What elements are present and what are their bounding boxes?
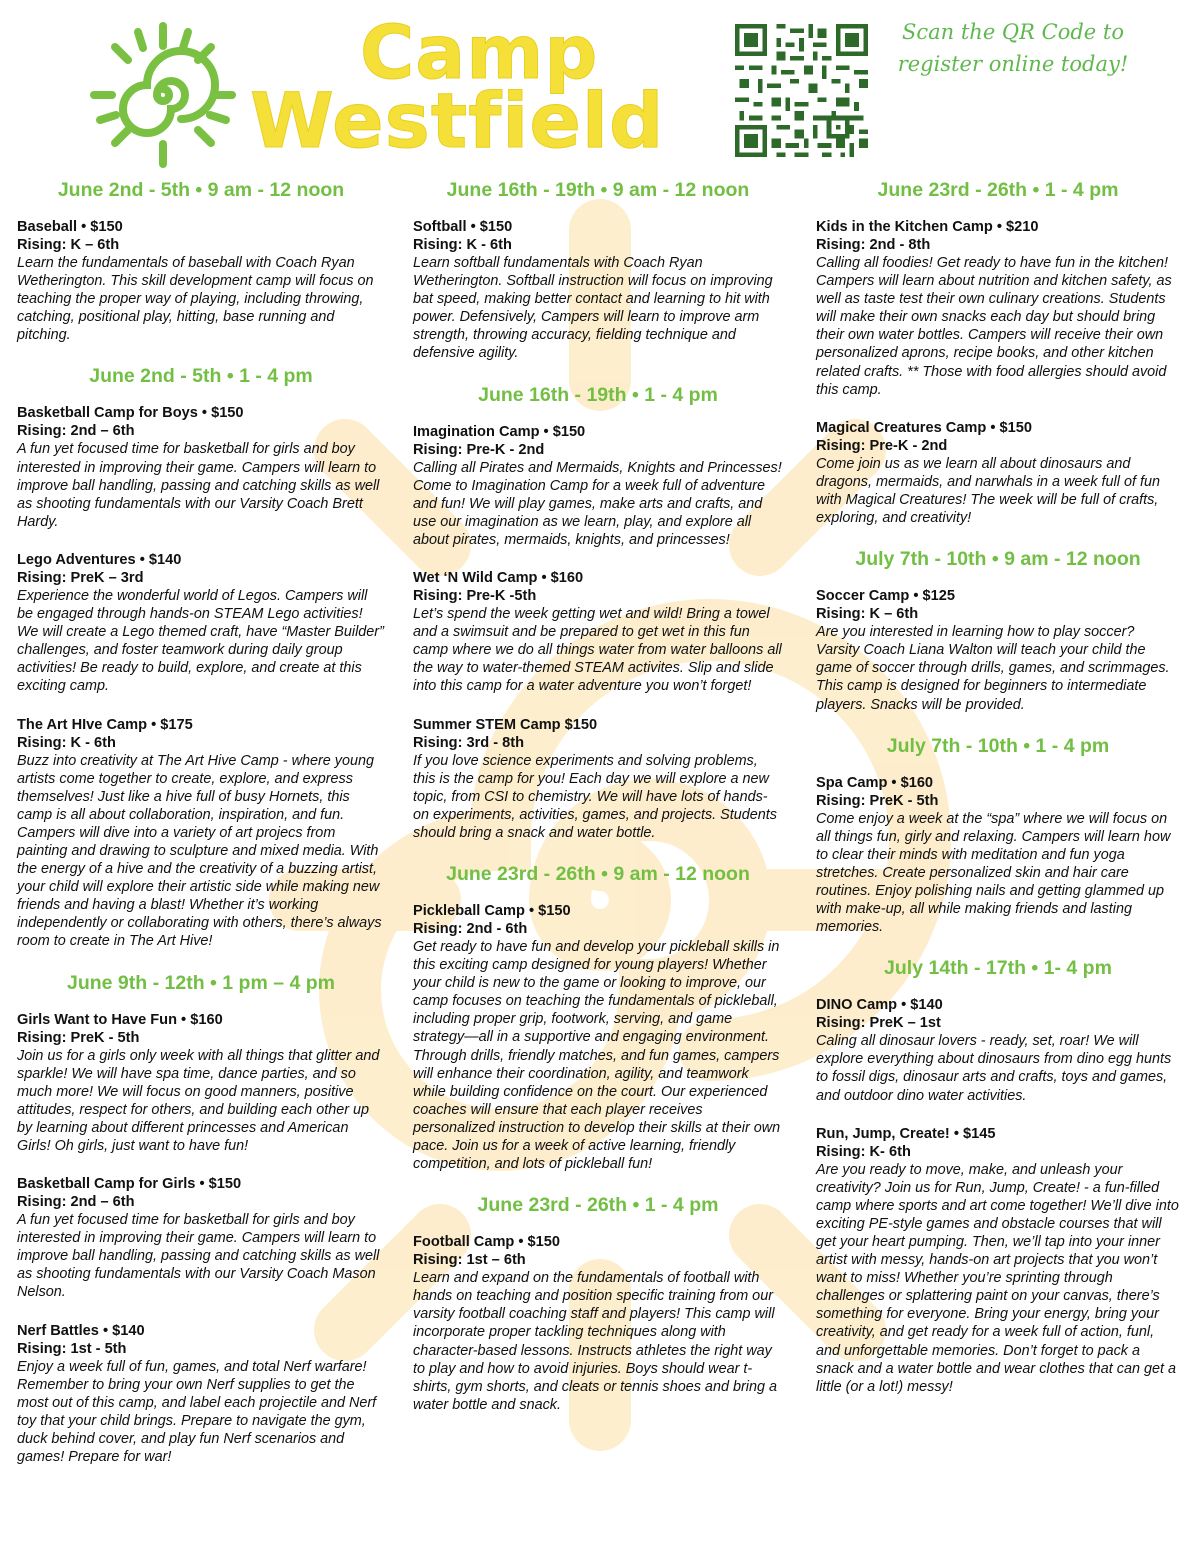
session: [413, 862, 783, 1173]
camp-rising-grades: Rising: Pre-K - 2nd: [816, 437, 948, 454]
session-heading: June 16th - 19th • 1 - 4 pm: [478, 383, 718, 406]
session-heading: June 23rd - 26th • 9 am - 12 noon: [446, 862, 750, 885]
camp-listing: [17, 218, 385, 344]
session-heading: June 23rd - 26th • 1 - 4 pm: [877, 179, 1119, 201]
camp-description: Join us for a girls only week with all things that glitter and sparkle! We will have spa time, dance parties, and so much more! We will focus on good manners, positive attitudes, respect for others, and building each other up by learning about different princesses and American Girls! Oh girls, just want to have fun!: [17, 1047, 380, 1154]
camp-title: Baseball • $150: [17, 219, 123, 235]
logo-line-westfield: Westfield: [250, 76, 665, 165]
camp-description: Are you ready to move, make, and unleash your creativity? Join us for Run, Jump, Create! - a fun-filled camp where sports and art come together! We’ll dive into exciting PE-style games and obstacle courses that will get your heart pumping. Then, we’ll tap into your inner artist with messy, hands-on art projects that you won’t want to miss! Whether you’re sprinting through challenges or splattering paint on your canvas, there’s something for everyone. Bring your energy, bring your creativity, and get ready for a week full of action, funl, and unforgettable memories. Don’t forget to pack a snack and a water bottle and wear clothes that can get a little (or a lot!) messy!: [816, 1161, 1179, 1395]
camp-description: Come join us as we learn all about dinosaurs and dragons, mermaids, and narwhals in a week full of fun with Magical Creatures! The week will be full of crafts, exploring, and creativity!: [816, 455, 1160, 527]
camp-listing: [413, 423, 783, 549]
session-heading: June 2nd - 5th • 1 - 4 pm: [89, 365, 313, 388]
camp-rising-grades: Rising: PreK – 1st: [816, 1015, 941, 1032]
camp-rising-grades: Rising: Pre-K -5th: [413, 588, 537, 605]
camp-description: Enjoy a week full of fun, games, and total Nerf warfare! Remember to bring your own Nerf supplies to get the most out of this camp, and label each projectile and Nerf toy that your child brings. Prepare to navigate the gym, duck behind cover, and play fun Nerf scenarios and games! Prepare for war!: [17, 1358, 377, 1466]
camp-rising-grades: Rising: 1st - 5th: [17, 1340, 127, 1357]
camp-rising-grades: Rising: PreK – 3rd: [17, 569, 144, 586]
session-heading: June 16th - 19th • 9 am - 12 noon: [446, 179, 750, 201]
camp-listing: [17, 1175, 385, 1301]
session: [413, 1193, 783, 1414]
camp-description: Learn softball fundamentals with Coach Ryan Wetherington. Softball instruction will focus on improving bat speed, making better contact and learning to hit with power. Defensively, Campers will learn to improve arm strength, throwing accuracy, fielding technique and defensive agility.: [413, 255, 773, 362]
session: [17, 971, 385, 1467]
camp-rising-grades: Rising: PreK - 5th: [816, 792, 939, 809]
column-2: [413, 178, 783, 1434]
camp-description: If you love science experiments and solving problems, this is the camp for you! Each day we will explore a new topic, from CSI to chemistry. We will have lots of hands-on experiments, activities, games, and projects. Students should bring a snack and water bottle.: [413, 752, 777, 841]
camp-title: Kids in the Kitchen Camp • $210: [816, 219, 1039, 235]
camp-rising-grades: Rising: 2nd - 6th: [413, 920, 528, 937]
camp-rising-grades: Rising: 1st – 6th: [413, 1252, 526, 1269]
camp-title: Football Camp • $150: [413, 1234, 561, 1251]
camp-listing: [816, 218, 1180, 399]
camp-listing: [413, 1233, 783, 1414]
camp-title: Pickleball Camp • $150: [413, 902, 571, 919]
camp-title: The Art HIve Camp • $175: [17, 716, 193, 733]
camp-title: Run, Jump, Create! • $145: [816, 1125, 996, 1142]
camp-rising-grades: Rising: K – 6th: [17, 237, 120, 253]
camp-title: Spa Camp • $160: [816, 774, 934, 791]
logo-line-camp: Camp: [360, 10, 599, 96]
camp-title: Softball • $150: [413, 219, 513, 235]
camp-rising-grades: Rising: K – 6th: [816, 606, 919, 623]
camp-title: Nerf Battles • $140: [17, 1322, 145, 1339]
session: [816, 547, 1180, 713]
camp-description: Learn the fundamentals of baseball with Coach Ryan Wetherington. This skill development camp will focus on teaching the proper way of playing, including throwing, catching, positional play, hitting, base running and pitching.: [17, 255, 374, 344]
camp-title: DINO Camp • $140: [816, 997, 943, 1014]
camp-description: Come enjoy a week at the “spa” where we will focus on all things fun, girly and relaxing. Campers will learn how to clear their minds with meditation and fun yoga stretches. Create personalized skin and hair care routines. Enjoy polishing nails and getting glammed up with make-up, all while making friends and lasting memories.: [816, 810, 1171, 936]
camp-title: Lego Adventures • $140: [17, 551, 182, 568]
camp-title: Soccer Camp • $125: [816, 588, 955, 605]
camp-listing: [413, 902, 783, 1173]
camp-description: Are you interested in learning how to play soccer? Varsity Coach Liana Walton will teach your child the game of soccer through drills, games, and scrimmages. This camp is designed for beginners to intermediate players. Snacks will be provided.: [816, 624, 1170, 713]
session: [17, 178, 385, 344]
camp-rising-grades: Rising: K - 6th: [17, 734, 116, 751]
camp-logo-wordmark: [250, 10, 670, 170]
session-heading: June 23rd - 26th • 1 - 4 pm: [477, 1194, 719, 1217]
camp-description: Buzz into creativity at The Art Hive Camp - where young artists come together to create, explore, and express themselves! Just like a hive full of busy Hornets, this camp is all about collaboration, inspiration, and fun. Campers will dive into a variety of art projecs from painting and drawing to sculpture and mixed media. With the energy of a hive and the creativity of a buzzing artist, your child will explore their artistic side while making new friends and having a blast! Whether it’s working independently or collaborating with others, there’s always room to create in The Art Hive!: [17, 752, 382, 950]
session: [17, 364, 385, 950]
session-heading: July 7th - 10th • 9 am - 12 noon: [855, 548, 1141, 571]
session: [816, 178, 1180, 527]
camp-title: Girls Want to Have Fun • $160: [17, 1011, 223, 1028]
camp-description: Experience the wonderful world of Legos. Campers will be engaged through hands-on STEAM Lego activities! We will create a Lego themed craft, have “Master Builder” challenges, and foster teamwork during daily group activities! Be ready to build, explore, and create at this exciting camp.: [17, 587, 384, 695]
session-heading: June 9th - 12th • 1 pm – 4 pm: [67, 971, 335, 994]
camp-listing: [413, 218, 783, 363]
qr-code-icon[interactable]: [735, 24, 868, 157]
camp-description: Let’s spend the week getting wet and wild! Bring a towel and a swimsuit and be prepared to get wet in this fun camp where we do all things water from water balloons all the way to water-themed STEAM activites. Slip and slide into this camp for a water adventure you won’t forget!: [413, 606, 782, 695]
camp-description: Caling all dinosaur lovers - ready, set, roar! We will explore everything about dinosaurs from dino egg hunts to fossil digs, dinosaur arts and crafts, toys and games, and outdoor dino water activities.: [816, 1033, 1172, 1104]
camp-listing: [17, 1322, 385, 1467]
header: [0, 0, 1200, 175]
camp-rising-grades: Rising: Pre-K - 2nd: [413, 441, 545, 458]
camp-description: Get ready to have fun and develop your pickleball skills in this exciting camp designed for young players! Whether your child is new to the game or looking to improve, our camp focuses on teaching the fundamentals of pickleball, including proper grip, footwork, serving, and game strategy—all in a supportive and engaging environment. Through drills, friendly matches, and fun games, campers will enhance their coordination, agility, and teamwork while building confidence on the court. Our experienced coaches will ensure that each player receives personalized instruction to develop their skills at their own pace. Join us for a week of active learning, friendly competition, and lots of pickleball fun!: [413, 938, 781, 1173]
camp-rising-grades: Rising: K - 6th: [413, 237, 512, 253]
qr-register-note: Scan the QR Code to register online today!: [897, 20, 1129, 76]
camp-listing: [816, 419, 1180, 527]
camp-listing: [17, 716, 385, 951]
camp-rising-grades: Rising: PreK - 5th: [17, 1029, 140, 1046]
camp-rising-grades: Rising: K- 6th: [816, 1143, 911, 1160]
camp-listing: [413, 716, 783, 842]
camp-rising-grades: Rising: 2nd – 6th: [17, 423, 135, 440]
session: [413, 383, 783, 842]
camp-listing: [816, 996, 1180, 1104]
camp-title: Magical Creatures Camp • $150: [816, 419, 1033, 436]
camp-description: Calling all foodies! Get ready to have fun in the kitchen! Campers will learn about nutrition and kitchen safety, as well as taste test their own culinary creations. Students will make their own snacks each day but should bring their own water bottles. Campers will receive their own personalized aprons, recipe books, and other kitchen related crafts. ** Those with food allergies should avoid this camp.: [816, 255, 1172, 398]
camp-title: Imagination Camp • $150: [413, 423, 586, 440]
session: [413, 178, 783, 363]
camp-description: Calling all Pirates and Mermaids, Knights and Princesses! Come to Imagination Camp for a week full of adventure and fun! We will play games, make arts and crafts, and use our imagination as we learn, play, and explore all about pirates, mermaids, knights, and princesses!: [413, 459, 782, 548]
camp-title: Basketball Camp for Boys • $150: [17, 405, 244, 422]
camp-listing: [816, 774, 1180, 937]
column-3: [816, 178, 1180, 1416]
sun-logo-icon: [88, 20, 238, 170]
camp-rising-grades: Rising: 2nd – 6th: [17, 1194, 135, 1211]
camp-listing: [816, 587, 1180, 713]
camp-rising-grades: Rising: 2nd - 8th: [816, 237, 931, 253]
camp-listing: [816, 1125, 1180, 1396]
session-heading: July 14th - 17th • 1- 4 pm: [884, 957, 1112, 980]
session: [816, 734, 1180, 937]
camp-listing: [17, 404, 385, 530]
column-1: [17, 178, 385, 1486]
camp-description: A fun yet focused time for basketball for girls and boy interested in improving their game. Campers will learn to improve ball handling, passing and catching skills as well as shooting fundamentals with our Varsity Coach Mason Nelson.: [17, 1212, 380, 1301]
camp-rising-grades: Rising: 3rd - 8th: [413, 734, 525, 751]
camp-title: Basketball Camp for Girls • $150: [17, 1176, 242, 1193]
camp-listing: [17, 1011, 385, 1156]
session-heading: June 2nd - 5th • 9 am - 12 noon: [57, 179, 345, 201]
camp-description: Learn and expand on the fundamentals of football with hands on teaching and position specific training from our varsity football coaching staff and players! This camp will incorporate proper tackling techniques along with character-based lessons. Instructs athletes the right way to play and how to avoid injuries. Boys should wear t-shirts, gym shorts, and cleats or tennis shoes and bring a water bottle and snack.: [413, 1270, 777, 1413]
camp-description: A fun yet focused time for basketball for girls and boy interested in improving their game. Campers will learn to improve ball handling, passing and catching skills as well as shooting fundamentals with our Varsity Coach Brett Hardy.: [17, 441, 380, 530]
camp-listing: [17, 551, 385, 696]
session-heading: July 7th - 10th • 1 - 4 pm: [886, 734, 1110, 757]
session: [816, 956, 1180, 1396]
camp-title: Wet ‘N Wild Camp • $160: [413, 570, 584, 587]
camp-listing: [413, 569, 783, 695]
camp-title: Summer STEM Camp $150: [413, 716, 598, 733]
